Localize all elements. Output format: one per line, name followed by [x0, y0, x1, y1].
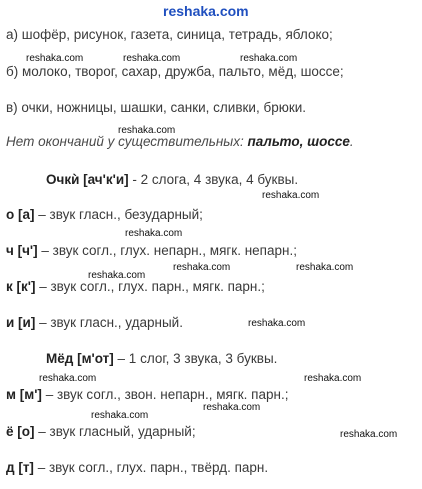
- ochki-row: [6, 279, 265, 295]
- myod-row-letter: м [м']: [6, 387, 42, 402]
- myod-row-text: – звук согл., глух. парн., твёрд. парн.: [33, 460, 269, 475]
- watermark-top: reshaka.com: [163, 3, 249, 19]
- myod-row: [6, 424, 196, 440]
- ochki-row-text: – звук гласн., ударный.: [35, 315, 183, 330]
- watermark: reshaka.com: [248, 318, 306, 329]
- line-a: а) шофёр, рисунок, газета, синица, тетрадь, яблоко;: [6, 27, 333, 42]
- myod-row: [6, 460, 268, 476]
- myod-row-letter: д [т]: [6, 460, 34, 475]
- myod-row: [6, 387, 288, 403]
- watermark: reshaka.com: [296, 262, 354, 273]
- note-prefix: Нет окончаний у существительных:: [6, 134, 248, 149]
- watermark: reshaka.com: [88, 270, 146, 281]
- ochki-row: [6, 207, 203, 223]
- myod-word: Мёд [м'от]: [46, 351, 114, 366]
- myod-header: [46, 351, 277, 367]
- ochki-row-text: – звук согл., глух. непарн., мягк. непарн.;: [37, 243, 297, 258]
- watermark: reshaka.com: [173, 262, 231, 273]
- myod-desc: – 1 слог, 3 звука, 3 буквы.: [113, 351, 278, 366]
- watermark: reshaka.com: [123, 53, 181, 64]
- myod-row-text: – звук гласный, ударный;: [34, 424, 196, 439]
- myod-row-letter: ё [о]: [6, 424, 35, 439]
- ochki-row-letter: ч [ч']: [6, 243, 38, 258]
- watermark: reshaka.com: [39, 373, 97, 384]
- note-line: [6, 134, 354, 150]
- ochki-row-letter: к [к']: [6, 279, 36, 294]
- ochki-row-letter: о [а]: [6, 207, 35, 222]
- watermark: reshaka.com: [26, 53, 84, 64]
- ochki-word: Очкѝ [ач'к'и]: [46, 172, 129, 187]
- watermark: reshaka.com: [203, 402, 261, 413]
- watermark: reshaka.com: [262, 190, 320, 201]
- ochki-row: [6, 243, 297, 259]
- line-b: б) молоко, творог, сахар, дружба, пальто, мёд, шоссе;: [6, 64, 344, 79]
- note-bold-words: пальто, шоссе: [247, 134, 350, 149]
- ochki-row-text: – звук гласн., безударный;: [34, 207, 203, 222]
- note-suffix: .: [349, 134, 354, 149]
- watermark: reshaka.com: [125, 228, 183, 239]
- ochki-row-letter: и [и]: [6, 315, 36, 330]
- watermark: reshaka.com: [340, 429, 398, 440]
- ochki-desc: - 2 слога, 4 звука, 4 буквы.: [128, 172, 299, 187]
- ochki-row: [6, 315, 183, 331]
- ochki-header: [46, 172, 298, 188]
- watermark: reshaka.com: [240, 53, 298, 64]
- line-v: в) очки, ножницы, шашки, санки, сливки, брюки.: [6, 100, 307, 115]
- watermark: reshaka.com: [304, 373, 362, 384]
- watermark: reshaka.com: [91, 410, 149, 421]
- watermark: reshaka.com: [118, 125, 176, 136]
- ochki-row-text: – звук согл., глух. парн., мягк. парн.;: [35, 279, 265, 294]
- myod-row-text: – звук согл., звон. непарн., мягк. парн.;: [41, 387, 289, 402]
